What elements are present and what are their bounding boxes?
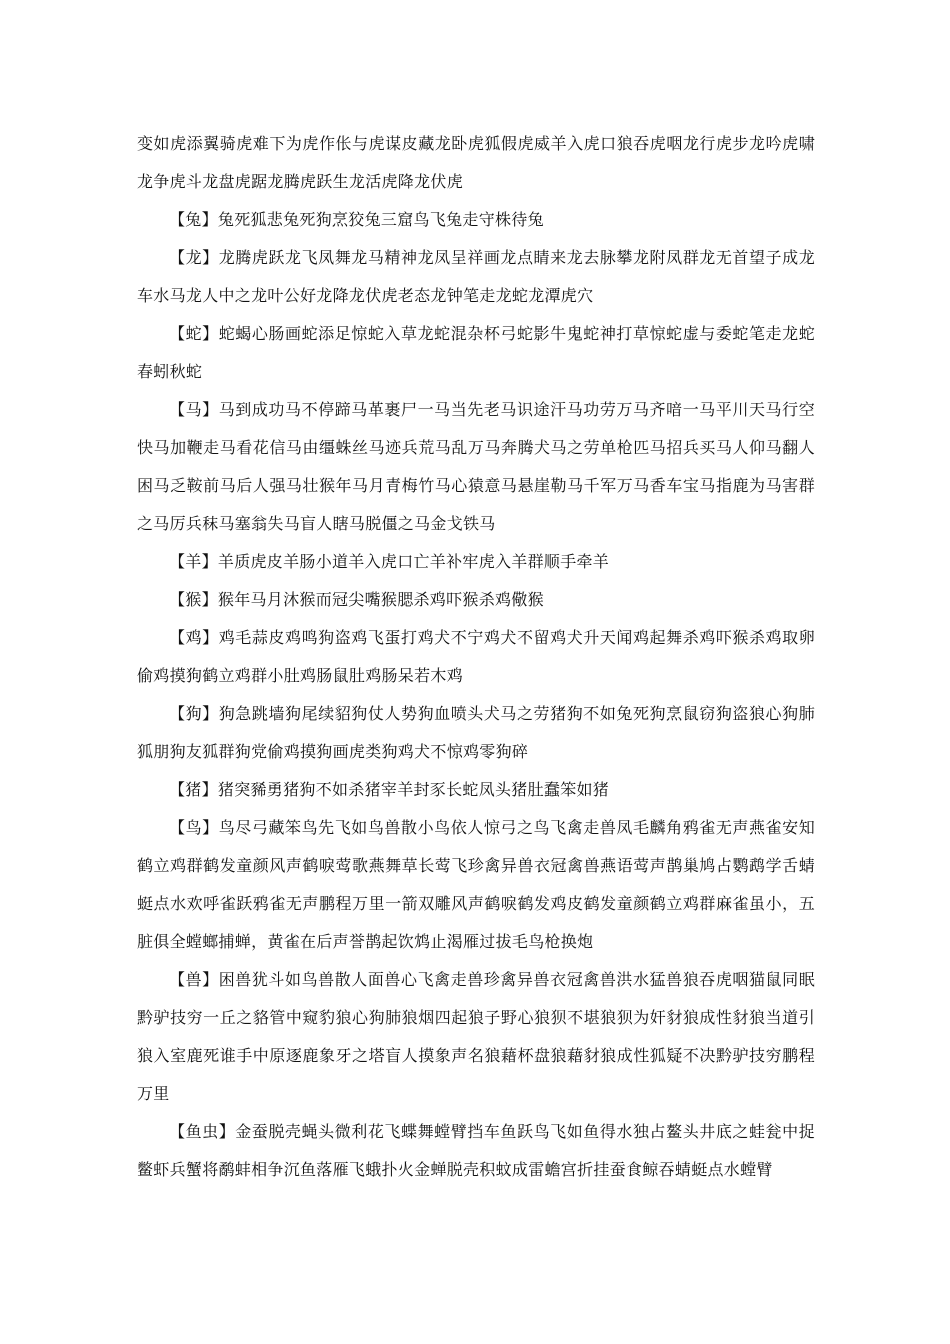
- paragraph-pig: [137, 771, 815, 809]
- document-page: [137, 125, 815, 1189]
- paragraph-horse: [137, 391, 815, 543]
- paragraph-tiger-continued: [137, 125, 815, 201]
- category-label: 【鸡】: [169, 628, 219, 647]
- paragraph-dragon: [137, 239, 815, 315]
- category-label: 【猴】: [169, 590, 218, 609]
- paragraph-beast: [137, 961, 815, 1113]
- paragraph-text: 羊质虎皮羊肠小道羊入虎口亡羊补牢虎入羊群顺手牵羊: [217, 552, 610, 571]
- paragraph-text: 猴年马月沐猴而冠尖嘴猴腮杀鸡吓猴杀鸡儆猴: [217, 590, 544, 609]
- paragraph-text: 兔死狐悲兔死狗烹狡兔三窟鸟飞兔走守株待兔: [217, 210, 544, 229]
- category-label: 【鸟】: [169, 818, 219, 837]
- paragraph-text: 狗急跳墙狗尾续貂狗仗人势狗血喷头犬马之劳猪狗不如兔死狗烹鼠窃狗盗狼心狗肺狐朋狗友狐群狗党偷鸡摸狗画虎类狗鸡犬不惊鸡零狗碎: [137, 704, 815, 761]
- category-label: 【羊】: [169, 552, 218, 571]
- paragraph-bird: [137, 809, 815, 961]
- paragraph-text: 猪突豨勇猪狗不如杀猪宰羊封豕长蛇凤头猪肚蠢笨如猪: [217, 780, 610, 799]
- paragraph-text: 蛇蝎心肠画蛇添足惊蛇入草龙蛇混杂杯弓蛇影牛鬼蛇神打草惊蛇虚与委蛇笔走龙蛇春蚓秋蛇: [137, 324, 815, 381]
- paragraph-text: 鸟尽弓藏笨鸟先飞如鸟兽散小鸟依人惊弓之鸟飞禽走兽凤毛麟角鸦雀无声燕雀安知鹤立鸡群鹤发童颜风声鹤唳莺歌燕舞草长莺飞珍禽异兽衣冠禽兽燕语莺声鹊巢鸠占鹦鹉学舌蜻蜓点水欢呼雀跃鸦雀无声鹏程万里一箭双雕风声鹤唳鹤发鸡皮鹤发童颜鹤立鸡群麻雀虽小，五脏俱全螳螂捕蝉，黄雀在后声誉鹊起饮鸩止渴雁过拔毛鸟枪换炮: [137, 818, 815, 951]
- paragraph-monkey: [137, 581, 815, 619]
- paragraph-text: 鸡毛蒜皮鸡鸣狗盗鸡飞蛋打鸡犬不宁鸡犬不留鸡犬升天闻鸡起舞杀鸡吓猴杀鸡取卵偷鸡摸狗鹤立鸡群小肚鸡肠鼠肚鸡肠呆若木鸡: [137, 628, 815, 685]
- category-label: 【鱼虫】: [169, 1122, 236, 1141]
- paragraph-text: 困兽犹斗如鸟兽散人面兽心飞禽走兽珍禽异兽衣冠禽兽洪水猛兽狼吞虎咽猫鼠同眠黔驴技穷一丘之貉管中窥豹狼心狗肺狼烟四起狼子野心狼狈不堪狼狈为奸豺狼成性豺狼当道引狼入室鹿死谁手中原逐鹿象牙之塔盲人摸象声名狼藉杯盘狼藉豺狼成性狐疑不决黔驴技穷鹏程万里: [137, 970, 815, 1103]
- paragraph-rabbit: [137, 201, 815, 239]
- category-label: 【兽】: [169, 970, 219, 989]
- category-label: 【龙】: [169, 248, 219, 267]
- paragraph-dog: [137, 695, 815, 771]
- paragraph-fish-insect: [137, 1113, 815, 1189]
- paragraph-text: 金蚕脱壳蝇头微利花飞蝶舞螳臂挡车鱼跃鸟飞如鱼得水独占鳌头井底之蛙瓮中捉鳖虾兵蟹将鹬蚌相争沉鱼落雁飞蛾扑火金蝉脱壳积蚊成雷蟾宫折挂蚕食鲸吞蜻蜓点水螳臂: [137, 1122, 815, 1179]
- paragraph-snake: [137, 315, 815, 391]
- category-label: 【狗】: [169, 704, 219, 723]
- paragraph-sheep: [137, 543, 815, 581]
- paragraph-rooster: [137, 619, 815, 695]
- category-label: 【马】: [169, 400, 219, 419]
- paragraph-text: 变如虎添翼骑虎难下为虎作伥与虎谋皮藏龙卧虎狐假虎威羊入虎口狼吞虎咽龙行虎步龙吟虎啸龙争虎斗龙盘虎踞龙腾虎跃生龙活虎降龙伏虎: [137, 134, 815, 191]
- category-label: 【蛇】: [169, 324, 219, 343]
- paragraph-text: 龙腾虎跃龙飞凤舞龙马精神龙凤呈祥画龙点睛来龙去脉攀龙附凤群龙无首望子成龙车水马龙人中之龙叶公好龙降龙伏虎老态龙钟笔走龙蛇龙潭虎穴: [137, 248, 815, 305]
- category-label: 【兔】: [169, 210, 218, 229]
- paragraph-text: 马到成功马不停蹄马革裹尸一马当先老马识途汗马功劳万马齐喑一马平川天马行空快马加鞭走马看花信马由缰蛛丝马迹兵荒马乱万马奔腾犬马之劳单枪匹马招兵买马人仰马翻人困马乏鞍前马后人强马壮猴年马月青梅竹马心猿意马悬崖勒马千军万马香车宝马指鹿为马害群之马厉兵秣马塞翁失马盲人瞎马脱僵之马金戈铁马: [137, 400, 815, 533]
- category-label: 【猪】: [169, 780, 218, 799]
